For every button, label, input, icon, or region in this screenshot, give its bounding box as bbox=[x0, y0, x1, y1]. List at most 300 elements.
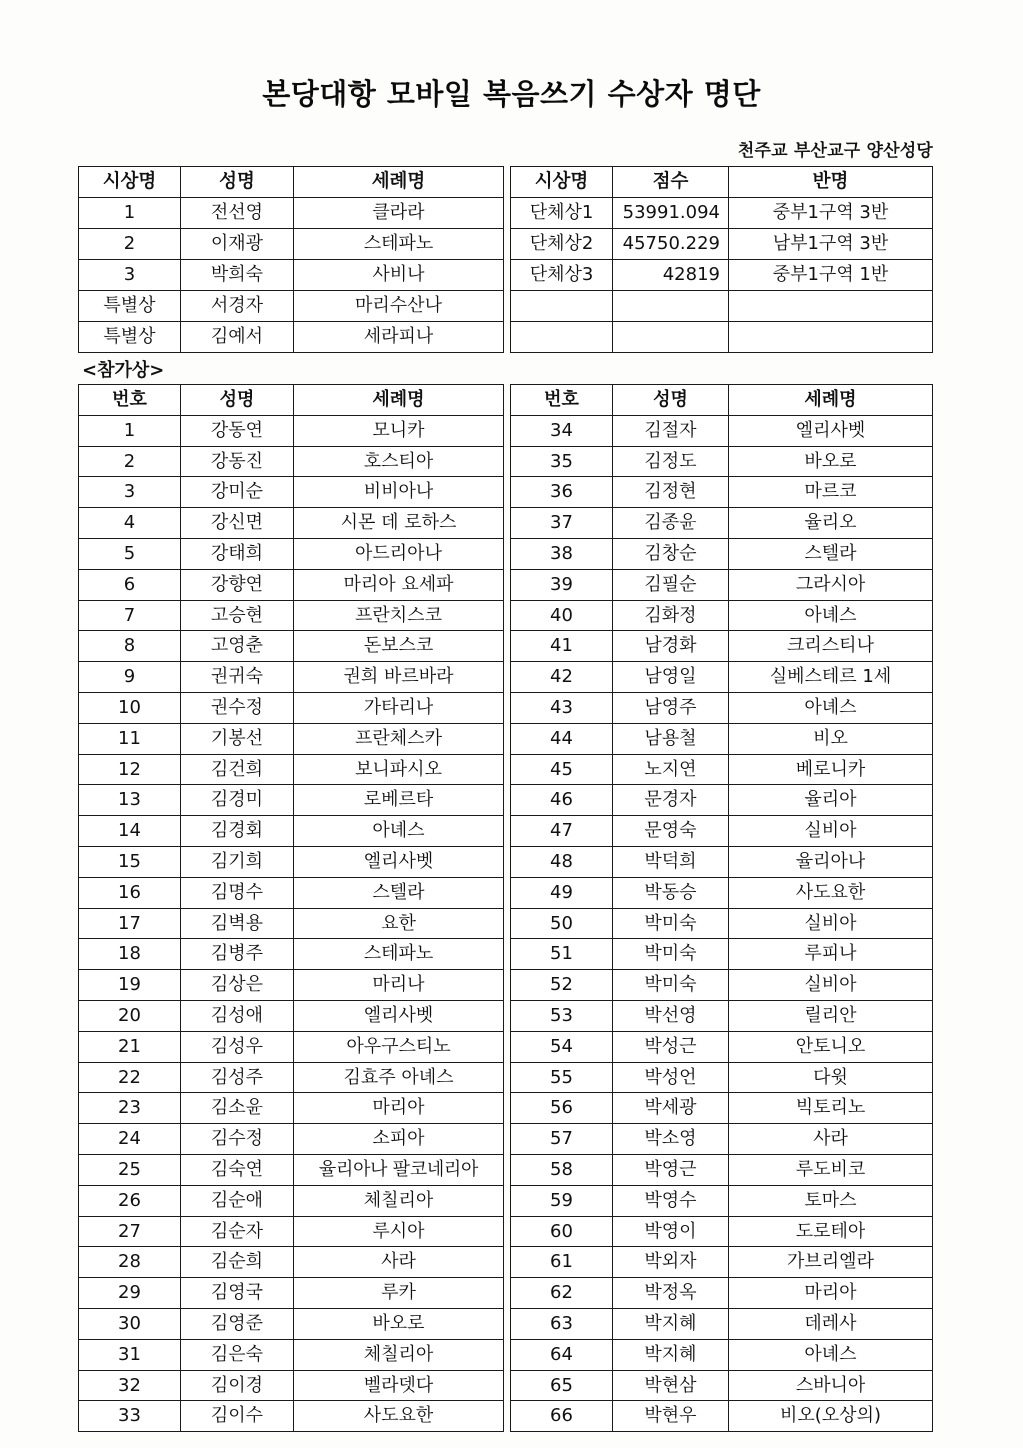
cell-number: 36 bbox=[511, 477, 613, 508]
cell-full-name: 김성주 bbox=[181, 1062, 294, 1093]
cell-baptismal-name: 비비아나 bbox=[294, 477, 504, 508]
cell-baptismal-name: 체칠리아 bbox=[294, 1185, 504, 1216]
cell-full-name: 박외자 bbox=[613, 1247, 729, 1278]
cell-baptismal-name: 다윗 bbox=[729, 1062, 933, 1093]
table-row bbox=[79, 908, 504, 939]
table-row bbox=[79, 846, 504, 877]
organization-name: 천주교 부산교구 양산성당 bbox=[737, 141, 933, 161]
cell-number: 43 bbox=[511, 692, 613, 723]
cell-award-name: 단체상2 bbox=[511, 229, 613, 260]
cell-baptismal-name: 마리수산나 bbox=[294, 291, 504, 322]
table-row bbox=[79, 692, 504, 723]
table-row bbox=[511, 1124, 933, 1155]
cell-number: 31 bbox=[79, 1339, 181, 1370]
table-row bbox=[79, 1401, 504, 1432]
cell-number: 42 bbox=[511, 662, 613, 693]
cell-full-name: 박성언 bbox=[613, 1062, 729, 1093]
cell-full-name: 김상은 bbox=[181, 970, 294, 1001]
cell-baptismal-name: 아녜스 bbox=[729, 692, 933, 723]
cell-full-name: 김벽용 bbox=[181, 908, 294, 939]
cell-baptismal-name: 릴리안 bbox=[729, 1000, 933, 1031]
cell-number: 57 bbox=[511, 1124, 613, 1155]
cell-number: 54 bbox=[511, 1031, 613, 1062]
cell-baptismal-name: 사비나 bbox=[294, 260, 504, 291]
cell-number: 58 bbox=[511, 1154, 613, 1185]
page-title: 본당대항 모바일 복음쓰기 수상자 명단 bbox=[262, 77, 761, 111]
cell-baptismal-name: 사도요한 bbox=[729, 877, 933, 908]
cell-full-name: 강동연 bbox=[181, 415, 294, 446]
table-row bbox=[511, 1185, 933, 1216]
table-row bbox=[79, 291, 504, 322]
cell-number: 37 bbox=[511, 508, 613, 539]
cell-baptismal-name: 마리아 bbox=[294, 1093, 504, 1124]
cell-full-name: 김순자 bbox=[181, 1216, 294, 1247]
table-row bbox=[79, 1093, 504, 1124]
cell-full-name: 김이수 bbox=[181, 1401, 294, 1432]
cell-full-name: 박미숙 bbox=[613, 939, 729, 970]
cell-baptismal-name: 프란치스코 bbox=[294, 600, 504, 631]
cell-number: 50 bbox=[511, 908, 613, 939]
cell-baptismal-name: 루시아 bbox=[294, 1216, 504, 1247]
cell-baptismal-name: 가타리나 bbox=[294, 692, 504, 723]
table-row bbox=[79, 477, 504, 508]
individual-award-table bbox=[78, 166, 504, 353]
table-row bbox=[79, 1154, 504, 1185]
cell-full-name: 남영일 bbox=[613, 662, 729, 693]
cell-full-name: 전선영 bbox=[181, 198, 294, 229]
cell-baptismal-name: 루도비코 bbox=[729, 1154, 933, 1185]
cell-full-name: 박영이 bbox=[613, 1216, 729, 1247]
table-row bbox=[511, 229, 933, 260]
cell-full-name: 김경회 bbox=[181, 816, 294, 847]
cell-baptismal-name: 비오(오상의) bbox=[729, 1401, 933, 1432]
cell-number: 59 bbox=[511, 1185, 613, 1216]
table-row bbox=[79, 1124, 504, 1155]
cell-baptismal-name: 로베르타 bbox=[294, 785, 504, 816]
cell-award-name: 3 bbox=[79, 260, 181, 291]
cell-full-name: 남영주 bbox=[613, 692, 729, 723]
cell-number: 40 bbox=[511, 600, 613, 631]
cell-full-name: 박선영 bbox=[613, 1000, 729, 1031]
cell-number: 48 bbox=[511, 846, 613, 877]
cell-class-name bbox=[729, 322, 933, 353]
column-header-full-name: 성명 bbox=[613, 385, 729, 416]
cell-number: 11 bbox=[79, 723, 181, 754]
table-row bbox=[79, 415, 504, 446]
column-header-number: 번호 bbox=[79, 385, 181, 416]
table-row bbox=[79, 322, 504, 353]
table-row bbox=[79, 446, 504, 477]
table-row bbox=[511, 1308, 933, 1339]
cell-number: 6 bbox=[79, 569, 181, 600]
table-row bbox=[79, 1308, 504, 1339]
cell-baptismal-name: 안토니오 bbox=[729, 1031, 933, 1062]
table-row bbox=[511, 1278, 933, 1309]
cell-baptismal-name: 세라피나 bbox=[294, 322, 504, 353]
table-row bbox=[511, 508, 933, 539]
cell-baptismal-name: 율리아나 bbox=[729, 846, 933, 877]
cell-baptismal-name: 크리스티나 bbox=[729, 631, 933, 662]
table-row bbox=[79, 754, 504, 785]
cell-full-name: 김창순 bbox=[613, 538, 729, 569]
cell-number: 10 bbox=[79, 692, 181, 723]
table-row bbox=[511, 322, 933, 353]
cell-number: 16 bbox=[79, 877, 181, 908]
column-header-award-name: 시상명 bbox=[511, 167, 613, 198]
cell-number: 44 bbox=[511, 723, 613, 754]
cell-class-name: 중부1구역 1반 bbox=[729, 260, 933, 291]
cell-number: 60 bbox=[511, 1216, 613, 1247]
cell-full-name: 김성우 bbox=[181, 1031, 294, 1062]
cell-baptismal-name: 실비아 bbox=[729, 970, 933, 1001]
cell-full-name: 남용철 bbox=[613, 723, 729, 754]
cell-baptismal-name: 실베스테르 1세 bbox=[729, 662, 933, 693]
cell-number: 35 bbox=[511, 446, 613, 477]
column-header-award-name: 시상명 bbox=[79, 167, 181, 198]
cell-number: 19 bbox=[79, 970, 181, 1001]
cell-full-name: 김숙연 bbox=[181, 1154, 294, 1185]
cell-full-name: 김건희 bbox=[181, 754, 294, 785]
table-row bbox=[511, 446, 933, 477]
cell-number: 32 bbox=[79, 1370, 181, 1401]
table-row bbox=[79, 1216, 504, 1247]
cell-full-name: 강신면 bbox=[181, 508, 294, 539]
cell-full-name: 김정도 bbox=[613, 446, 729, 477]
cell-full-name: 김정현 bbox=[613, 477, 729, 508]
cell-award-name: 특별상 bbox=[79, 291, 181, 322]
cell-full-name: 김은숙 bbox=[181, 1339, 294, 1370]
cell-number: 66 bbox=[511, 1401, 613, 1432]
cell-full-name: 김성애 bbox=[181, 1000, 294, 1031]
table-row bbox=[79, 260, 504, 291]
participation-award-label: <참가상> bbox=[82, 360, 165, 381]
cell-number: 49 bbox=[511, 877, 613, 908]
cell-number: 17 bbox=[79, 908, 181, 939]
cell-baptismal-name: 엘리사벳 bbox=[294, 846, 504, 877]
table-row bbox=[511, 816, 933, 847]
cell-baptismal-name: 클라라 bbox=[294, 198, 504, 229]
cell-baptismal-name: 엘리사벳 bbox=[729, 415, 933, 446]
table-row bbox=[79, 631, 504, 662]
cell-number: 41 bbox=[511, 631, 613, 662]
individual-award-body bbox=[79, 198, 504, 353]
cell-baptismal-name: 도로테아 bbox=[729, 1216, 933, 1247]
cell-number: 9 bbox=[79, 662, 181, 693]
table-row bbox=[511, 415, 933, 446]
cell-number: 12 bbox=[79, 754, 181, 785]
cell-number: 38 bbox=[511, 538, 613, 569]
cell-full-name: 김화정 bbox=[613, 600, 729, 631]
cell-number: 53 bbox=[511, 1000, 613, 1031]
cell-full-name: 김영준 bbox=[181, 1308, 294, 1339]
cell-number: 18 bbox=[79, 939, 181, 970]
column-header-baptismal-name: 세례명 bbox=[294, 167, 504, 198]
table-row bbox=[511, 600, 933, 631]
table-row bbox=[79, 1247, 504, 1278]
cell-number: 45 bbox=[511, 754, 613, 785]
cell-full-name: 박지혜 bbox=[613, 1339, 729, 1370]
cell-number: 61 bbox=[511, 1247, 613, 1278]
cell-number: 24 bbox=[79, 1124, 181, 1155]
cell-full-name: 권귀숙 bbox=[181, 662, 294, 693]
cell-number: 33 bbox=[79, 1401, 181, 1432]
cell-baptismal-name: 마리나 bbox=[294, 970, 504, 1001]
cell-number: 27 bbox=[79, 1216, 181, 1247]
cell-number: 13 bbox=[79, 785, 181, 816]
cell-baptismal-name: 스텔라 bbox=[294, 877, 504, 908]
cell-baptismal-name: 사라 bbox=[294, 1247, 504, 1278]
cell-full-name: 문경자 bbox=[613, 785, 729, 816]
cell-full-name: 김명수 bbox=[181, 877, 294, 908]
cell-full-name: 김병주 bbox=[181, 939, 294, 970]
table-row bbox=[511, 846, 933, 877]
cell-baptismal-name: 스테파노 bbox=[294, 229, 504, 260]
cell-class-name: 중부1구역 3반 bbox=[729, 198, 933, 229]
table-row bbox=[511, 260, 933, 291]
cell-full-name: 김영국 bbox=[181, 1278, 294, 1309]
table-header-row bbox=[511, 385, 933, 416]
cell-baptismal-name: 사도요한 bbox=[294, 1401, 504, 1432]
cell-number: 23 bbox=[79, 1093, 181, 1124]
table-row bbox=[511, 1401, 933, 1432]
table-row bbox=[511, 970, 933, 1001]
cell-baptismal-name: 토마스 bbox=[729, 1185, 933, 1216]
cell-score bbox=[613, 291, 729, 322]
participants-table-left bbox=[78, 384, 504, 1432]
table-row bbox=[511, 1339, 933, 1370]
cell-full-name: 기봉선 bbox=[181, 723, 294, 754]
cell-full-name: 박영근 bbox=[613, 1154, 729, 1185]
column-header-baptismal-name: 세례명 bbox=[294, 385, 504, 416]
table-row bbox=[79, 1370, 504, 1401]
table-row bbox=[79, 970, 504, 1001]
cell-full-name: 박지혜 bbox=[613, 1308, 729, 1339]
cell-baptismal-name: 프란체스카 bbox=[294, 723, 504, 754]
cell-full-name: 문영숙 bbox=[613, 816, 729, 847]
cell-full-name: 박영수 bbox=[613, 1185, 729, 1216]
cell-full-name: 박성근 bbox=[613, 1031, 729, 1062]
cell-baptismal-name: 체칠리아 bbox=[294, 1339, 504, 1370]
cell-number: 46 bbox=[511, 785, 613, 816]
column-header-full-name: 성명 bbox=[181, 167, 294, 198]
column-header-baptismal-name: 세례명 bbox=[729, 385, 933, 416]
cell-baptismal-name: 빅토리노 bbox=[729, 1093, 933, 1124]
cell-number: 51 bbox=[511, 939, 613, 970]
table-row bbox=[79, 723, 504, 754]
cell-baptismal-name: 비오 bbox=[729, 723, 933, 754]
table-row bbox=[79, 508, 504, 539]
table-row bbox=[79, 877, 504, 908]
table-row bbox=[511, 939, 933, 970]
cell-number: 15 bbox=[79, 846, 181, 877]
cell-baptismal-name: 실비아 bbox=[729, 816, 933, 847]
cell-full-name: 박미숙 bbox=[613, 908, 729, 939]
cell-baptismal-name: 마리아 요세파 bbox=[294, 569, 504, 600]
table-row bbox=[511, 1154, 933, 1185]
cell-full-name: 김소윤 bbox=[181, 1093, 294, 1124]
column-header-full-name: 성명 bbox=[181, 385, 294, 416]
cell-full-name: 김필순 bbox=[613, 569, 729, 600]
cell-full-name: 박덕희 bbox=[613, 846, 729, 877]
cell-baptismal-name: 베로니카 bbox=[729, 754, 933, 785]
cell-award-name: 단체상1 bbox=[511, 198, 613, 229]
cell-full-name: 김순애 bbox=[181, 1185, 294, 1216]
cell-number: 4 bbox=[79, 508, 181, 539]
cell-full-name: 고승현 bbox=[181, 600, 294, 631]
cell-baptismal-name: 권희 바르바라 bbox=[294, 662, 504, 693]
table-row bbox=[511, 1247, 933, 1278]
cell-baptismal-name: 데레사 bbox=[729, 1308, 933, 1339]
cell-baptismal-name: 율리아나 팔코네리아 bbox=[294, 1154, 504, 1185]
table-row bbox=[79, 1031, 504, 1062]
table-row bbox=[511, 662, 933, 693]
cell-number: 25 bbox=[79, 1154, 181, 1185]
table-row bbox=[79, 1000, 504, 1031]
table-row bbox=[511, 1031, 933, 1062]
cell-full-name: 박희숙 bbox=[181, 260, 294, 291]
table-row bbox=[511, 1062, 933, 1093]
table-row bbox=[511, 754, 933, 785]
cell-full-name: 박세광 bbox=[613, 1093, 729, 1124]
cell-number: 14 bbox=[79, 816, 181, 847]
cell-number: 1 bbox=[79, 415, 181, 446]
table-row bbox=[79, 538, 504, 569]
cell-class-name: 남부1구역 3반 bbox=[729, 229, 933, 260]
table-row bbox=[79, 816, 504, 847]
table-row bbox=[511, 1093, 933, 1124]
table-row bbox=[511, 1216, 933, 1247]
cell-baptismal-name: 마르코 bbox=[729, 477, 933, 508]
table-row bbox=[79, 569, 504, 600]
cell-number: 30 bbox=[79, 1308, 181, 1339]
cell-baptismal-name: 가브리엘라 bbox=[729, 1247, 933, 1278]
table-row bbox=[511, 631, 933, 662]
cell-full-name: 박미숙 bbox=[613, 970, 729, 1001]
cell-full-name: 김절자 bbox=[613, 415, 729, 446]
cell-full-name: 박현우 bbox=[613, 1401, 729, 1432]
cell-award-name bbox=[511, 322, 613, 353]
cell-full-name: 김예서 bbox=[181, 322, 294, 353]
column-header-score: 점수 bbox=[613, 167, 729, 198]
cell-full-name: 강향연 bbox=[181, 569, 294, 600]
cell-number: 56 bbox=[511, 1093, 613, 1124]
group-award-body bbox=[511, 198, 933, 353]
table-row bbox=[511, 198, 933, 229]
cell-baptismal-name: 모니카 bbox=[294, 415, 504, 446]
cell-baptismal-name: 아녜스 bbox=[729, 1339, 933, 1370]
cell-number: 5 bbox=[79, 538, 181, 569]
cell-number: 7 bbox=[79, 600, 181, 631]
participants-right-body bbox=[511, 415, 933, 1431]
cell-baptismal-name: 아녜스 bbox=[294, 816, 504, 847]
cell-award-name: 1 bbox=[79, 198, 181, 229]
cell-award-name: 2 bbox=[79, 229, 181, 260]
cell-full-name: 이재광 bbox=[181, 229, 294, 260]
cell-baptismal-name: 마리아 bbox=[729, 1278, 933, 1309]
cell-baptismal-name: 요한 bbox=[294, 908, 504, 939]
cell-baptismal-name: 아우구스티노 bbox=[294, 1031, 504, 1062]
table-row bbox=[79, 785, 504, 816]
column-header-class-name: 반명 bbox=[729, 167, 933, 198]
table-row bbox=[511, 538, 933, 569]
cell-number: 52 bbox=[511, 970, 613, 1001]
cell-number: 29 bbox=[79, 1278, 181, 1309]
cell-baptismal-name: 루카 bbox=[294, 1278, 504, 1309]
cell-number: 39 bbox=[511, 569, 613, 600]
cell-full-name: 김순희 bbox=[181, 1247, 294, 1278]
cell-baptismal-name: 보니파시오 bbox=[294, 754, 504, 785]
cell-baptismal-name: 그라시아 bbox=[729, 569, 933, 600]
cell-full-name: 김이경 bbox=[181, 1370, 294, 1401]
cell-baptismal-name: 사라 bbox=[729, 1124, 933, 1155]
cell-baptismal-name: 바오로 bbox=[294, 1308, 504, 1339]
cell-baptismal-name: 돈보스코 bbox=[294, 631, 504, 662]
table-row bbox=[511, 569, 933, 600]
cell-number: 8 bbox=[79, 631, 181, 662]
cell-number: 26 bbox=[79, 1185, 181, 1216]
cell-full-name: 박동승 bbox=[613, 877, 729, 908]
participants-left-body bbox=[79, 415, 504, 1431]
cell-baptismal-name: 시몬 데 로하스 bbox=[294, 508, 504, 539]
cell-full-name: 서경자 bbox=[181, 291, 294, 322]
cell-full-name: 김종윤 bbox=[613, 508, 729, 539]
cell-baptismal-name: 율리아 bbox=[729, 785, 933, 816]
cell-baptismal-name: 스테파노 bbox=[294, 939, 504, 970]
table-row bbox=[511, 877, 933, 908]
cell-baptismal-name: 엘리사벳 bbox=[294, 1000, 504, 1031]
cell-baptismal-name: 김효주 아녜스 bbox=[294, 1062, 504, 1093]
cell-number: 21 bbox=[79, 1031, 181, 1062]
cell-full-name: 박소영 bbox=[613, 1124, 729, 1155]
table-row bbox=[511, 785, 933, 816]
cell-baptismal-name: 바오로 bbox=[729, 446, 933, 477]
table-row bbox=[511, 477, 933, 508]
cell-full-name: 김경미 bbox=[181, 785, 294, 816]
table-row bbox=[511, 908, 933, 939]
cell-class-name bbox=[729, 291, 933, 322]
cell-baptismal-name: 소피아 bbox=[294, 1124, 504, 1155]
cell-number: 63 bbox=[511, 1308, 613, 1339]
cell-award-name: 특별상 bbox=[79, 322, 181, 353]
cell-number: 3 bbox=[79, 477, 181, 508]
table-row bbox=[79, 1062, 504, 1093]
table-row bbox=[511, 692, 933, 723]
table-row bbox=[79, 600, 504, 631]
table-row bbox=[511, 723, 933, 754]
table-row bbox=[79, 1185, 504, 1216]
table-row bbox=[79, 939, 504, 970]
cell-score: 45750.229 bbox=[613, 229, 729, 260]
cell-baptismal-name: 루피나 bbox=[729, 939, 933, 970]
table-row bbox=[511, 1370, 933, 1401]
cell-number: 28 bbox=[79, 1247, 181, 1278]
column-header-number: 번호 bbox=[511, 385, 613, 416]
cell-baptismal-name: 아드리아나 bbox=[294, 538, 504, 569]
cell-number: 2 bbox=[79, 446, 181, 477]
cell-score: 53991.094 bbox=[613, 198, 729, 229]
table-row bbox=[511, 1000, 933, 1031]
cell-baptismal-name: 스바니아 bbox=[729, 1370, 933, 1401]
cell-full-name: 강미순 bbox=[181, 477, 294, 508]
cell-baptismal-name: 율리오 bbox=[729, 508, 933, 539]
table-header-row bbox=[79, 167, 504, 198]
cell-number: 20 bbox=[79, 1000, 181, 1031]
table-row bbox=[79, 229, 504, 260]
cell-number: 62 bbox=[511, 1278, 613, 1309]
table-row bbox=[79, 1278, 504, 1309]
cell-full-name: 강태희 bbox=[181, 538, 294, 569]
cell-baptismal-name: 실비아 bbox=[729, 908, 933, 939]
